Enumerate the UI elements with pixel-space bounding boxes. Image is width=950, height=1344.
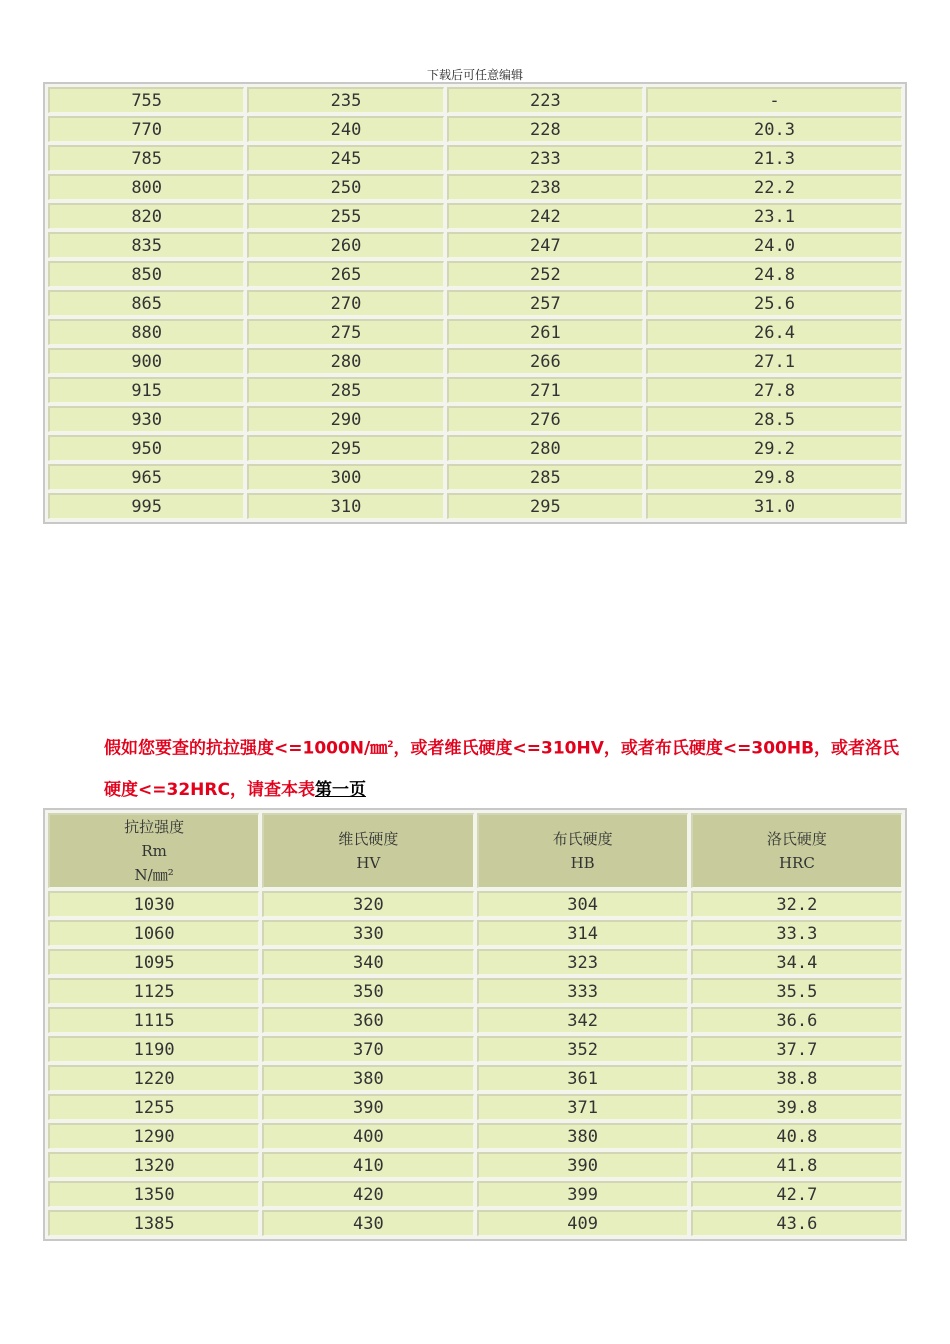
table-cell: 1125 [48, 978, 259, 1004]
table-cell: 29.2 [646, 435, 902, 461]
table-cell: 25.6 [646, 290, 902, 316]
table-cell: 31.0 [646, 493, 902, 519]
table-row [48, 1181, 902, 1207]
table-cell: 276 [447, 406, 643, 432]
table-cell: 41.8 [691, 1152, 902, 1178]
table-row [48, 319, 902, 345]
table-row [48, 290, 902, 316]
table-cell: 835 [48, 232, 244, 258]
table-cell: 275 [247, 319, 443, 345]
table-cell: 304 [477, 891, 688, 917]
table-cell: 266 [447, 348, 643, 374]
table-cell: 410 [262, 1152, 473, 1178]
table-cell: 261 [447, 319, 643, 345]
table-cell: 1190 [48, 1036, 259, 1062]
table-cell: 390 [477, 1152, 688, 1178]
table-cell: 1255 [48, 1094, 259, 1120]
table-cell: 21.3 [646, 145, 902, 171]
table-row [48, 232, 902, 258]
notice-text: 假如您要查的抗拉强度<=1000N/㎜ [104, 738, 388, 759]
table-cell: 1220 [48, 1065, 259, 1091]
table-cell: 295 [247, 435, 443, 461]
table-cell: 280 [247, 348, 443, 374]
table-cell: 32.2 [691, 891, 902, 917]
table-row [48, 145, 902, 171]
table-cell: 238 [447, 174, 643, 200]
table-cell: 271 [447, 377, 643, 403]
header-note: 下载后可任意编辑 [426, 68, 523, 82]
table-cell: 340 [262, 949, 473, 975]
table-row [48, 464, 902, 490]
table-cell: 352 [477, 1036, 688, 1062]
table-cell: 950 [48, 435, 244, 461]
header-title: 洛氏硬度 [766, 830, 827, 848]
table-cell: 36.6 [691, 1007, 902, 1033]
table-cell: 245 [247, 145, 443, 171]
header-title: 维氏硬度 [338, 830, 399, 848]
lookup-notice [104, 725, 904, 811]
table-cell: 930 [48, 406, 244, 432]
table-cell: 1030 [48, 891, 259, 917]
header-title: 布氏硬度 [552, 830, 613, 848]
table-cell: 252 [447, 261, 643, 287]
table-cell: 260 [247, 232, 443, 258]
table-row [48, 978, 902, 1004]
first-page-link[interactable]: 第一页 [314, 779, 366, 800]
table-cell: 39.8 [691, 1094, 902, 1120]
table-cell: 360 [262, 1007, 473, 1033]
table-cell: 380 [262, 1065, 473, 1091]
table-cell: 28.5 [646, 406, 902, 432]
table-cell: 380 [477, 1123, 688, 1149]
table-cell: 240 [247, 116, 443, 142]
table-cell: 20.3 [646, 116, 902, 142]
table-row [48, 348, 902, 374]
table-cell: 280 [447, 435, 643, 461]
table-cell: 1350 [48, 1181, 259, 1207]
table-cell: 26.4 [646, 319, 902, 345]
table-cell: 1115 [48, 1007, 259, 1033]
table-cell: - [646, 87, 902, 113]
table-row [48, 920, 902, 946]
table-cell: 35.5 [691, 978, 902, 1004]
table-row [48, 1210, 902, 1236]
table-cell: 29.8 [646, 464, 902, 490]
table-cell: 33.3 [691, 920, 902, 946]
table-cell: 310 [247, 493, 443, 519]
header-row [48, 813, 902, 888]
table-cell: 420 [262, 1181, 473, 1207]
table-cell: 233 [447, 145, 643, 171]
table-cell: 399 [477, 1181, 688, 1207]
table-cell: 34.4 [691, 949, 902, 975]
table-cell: 42.7 [691, 1181, 902, 1207]
table-row [48, 1123, 902, 1149]
table-cell: 270 [247, 290, 443, 316]
table-row [48, 949, 902, 975]
hardness-table-continued [43, 82, 907, 524]
table-cell: 228 [447, 116, 643, 142]
table-cell: 257 [447, 290, 643, 316]
table-row [48, 116, 902, 142]
table-cell: 255 [247, 203, 443, 229]
table-cell: 320 [262, 891, 473, 917]
table-cell: 300 [247, 464, 443, 490]
table-body [48, 87, 902, 519]
header-brinell [477, 813, 688, 888]
table-cell: 820 [48, 203, 244, 229]
table-cell: 865 [48, 290, 244, 316]
hardness-table [43, 808, 907, 1241]
table-row [48, 87, 902, 113]
table-header [48, 813, 902, 888]
table-cell: 22.2 [646, 174, 902, 200]
table-cell: 223 [447, 87, 643, 113]
table-cell: 370 [262, 1036, 473, 1062]
table-cell: 40.8 [691, 1123, 902, 1149]
table-cell: 1290 [48, 1123, 259, 1149]
header-rockwell [691, 813, 902, 888]
table-cell: 390 [262, 1094, 473, 1120]
header-title: 抗拉强度 [124, 818, 185, 836]
table-row [48, 406, 902, 432]
table-cell: 38.8 [691, 1065, 902, 1091]
table-row [48, 1036, 902, 1062]
table-cell: 1095 [48, 949, 259, 975]
table-cell: 290 [247, 406, 443, 432]
table-cell: 400 [262, 1123, 473, 1149]
table-cell: 333 [477, 978, 688, 1004]
table-row [48, 174, 902, 200]
header-symbol: Rm [141, 842, 167, 860]
table-cell: 43.6 [691, 1210, 902, 1236]
table-cell: 342 [477, 1007, 688, 1033]
table-cell: 965 [48, 464, 244, 490]
header-symbol: HV [356, 854, 381, 872]
table-cell: 755 [48, 87, 244, 113]
table-cell: 361 [477, 1065, 688, 1091]
table-cell: 265 [247, 261, 443, 287]
table-cell: 242 [447, 203, 643, 229]
table-cell: 24.0 [646, 232, 902, 258]
table-cell: 995 [48, 493, 244, 519]
table-cell: 430 [262, 1210, 473, 1236]
table-cell: 350 [262, 978, 473, 1004]
table-row [48, 1007, 902, 1033]
header-symbol: HRC [778, 854, 815, 872]
table-cell: 314 [477, 920, 688, 946]
table-cell: 850 [48, 261, 244, 287]
table-cell: 785 [48, 145, 244, 171]
table-cell: 330 [262, 920, 473, 946]
table-cell: 37.7 [691, 1036, 902, 1062]
table-cell: 27.8 [646, 377, 902, 403]
table-cell: 247 [447, 232, 643, 258]
table-row [48, 203, 902, 229]
table-cell: 770 [48, 116, 244, 142]
table-cell: 1385 [48, 1210, 259, 1236]
table-cell: 235 [247, 87, 443, 113]
header-vickers [262, 813, 473, 888]
notice-superscript: 2 [387, 740, 394, 750]
header-symbol: HB [570, 854, 595, 872]
table-body [48, 891, 902, 1236]
table-cell: 323 [477, 949, 688, 975]
table-row [48, 493, 902, 519]
table-row [48, 377, 902, 403]
table-row [48, 891, 902, 917]
header-tensile-strength [48, 813, 259, 888]
table-row [48, 435, 902, 461]
table-cell: 800 [48, 174, 244, 200]
table-cell: 23.1 [646, 203, 902, 229]
table-cell: 915 [48, 377, 244, 403]
notice-text-cont: ，或者维氏硬度<=310HV，或者布氏硬度<=300HB，或者洛氏硬度<=32HRC，请查本表 [104, 738, 900, 800]
table-cell: 1060 [48, 920, 259, 946]
table-cell: 295 [447, 493, 643, 519]
table-row [48, 1065, 902, 1091]
table-cell: 250 [247, 174, 443, 200]
table-row [48, 1094, 902, 1120]
table-row [48, 261, 902, 287]
table-cell: 900 [48, 348, 244, 374]
table-cell: 24.8 [646, 261, 902, 287]
header-unit: N/㎜² [134, 866, 174, 884]
table-row [48, 1152, 902, 1178]
table-cell: 409 [477, 1210, 688, 1236]
table-cell: 27.1 [646, 348, 902, 374]
table-cell: 285 [447, 464, 643, 490]
table-cell: 371 [477, 1094, 688, 1120]
table-cell: 285 [247, 377, 443, 403]
table-cell: 880 [48, 319, 244, 345]
table-cell: 1320 [48, 1152, 259, 1178]
